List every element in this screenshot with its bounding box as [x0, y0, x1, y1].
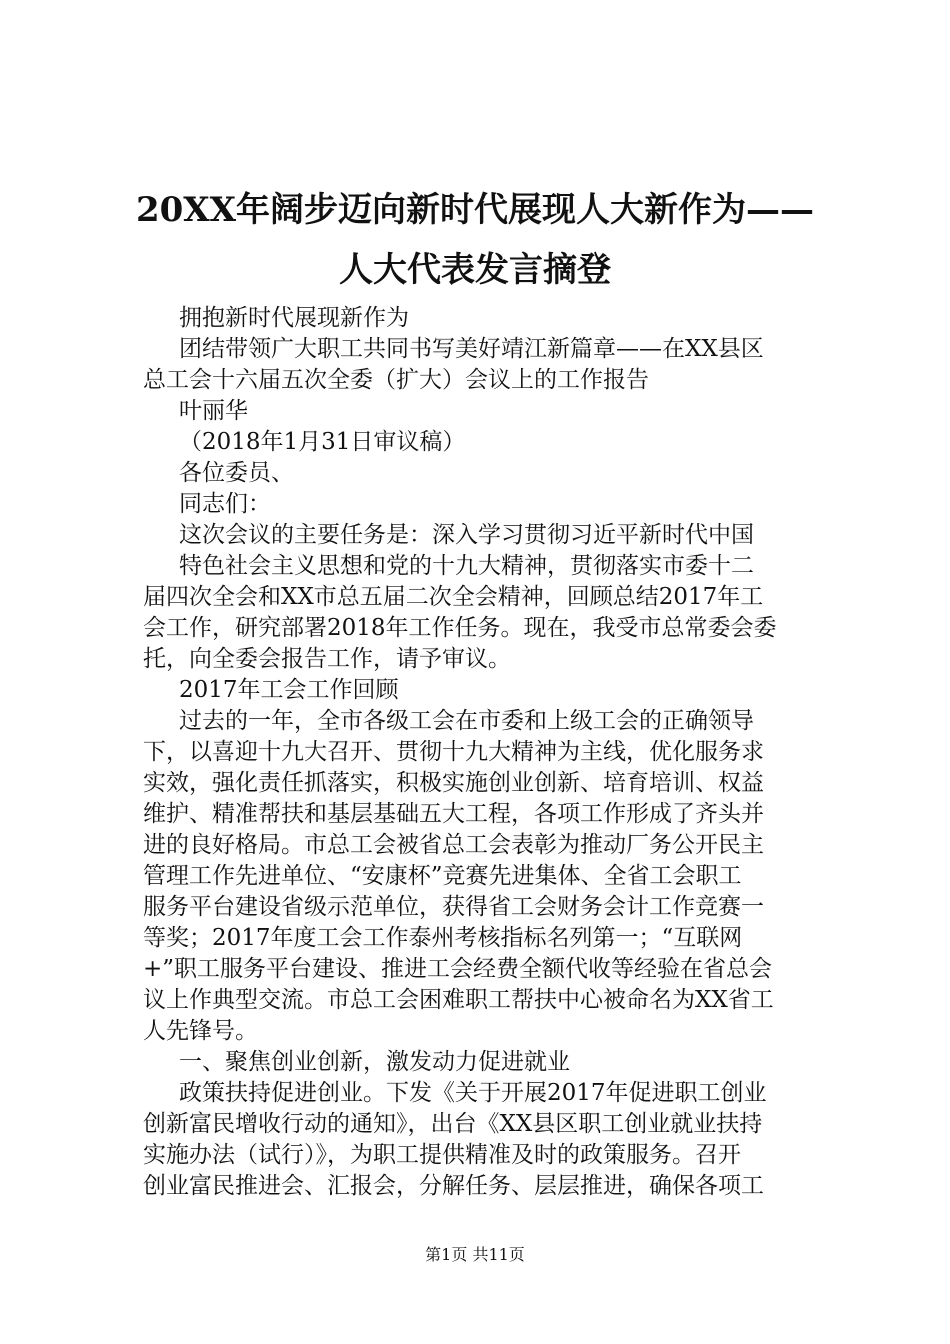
- text-line: 人先锋号。: [143, 1018, 258, 1044]
- document-body: [143, 303, 843, 1202]
- text-line: +”职工服务平台建设、推进工会经费全额代收等经验在省总会: [143, 956, 773, 982]
- text-line: 创业富民推进会、汇报会，分解任务、层层推进，确保各项工: [143, 1173, 764, 1199]
- text-line: 进的良好格局。市总工会被省总工会表彰为推动厂务公开民主: [143, 832, 764, 858]
- text-line: 实效，强化责任抓落实，积极实施创业创新、培育培训、权益: [143, 770, 764, 796]
- text-line: 2017年工会工作回顾: [179, 677, 399, 703]
- text-line: 同志们：: [179, 491, 271, 517]
- text-line: 这次会议的主要任务是：深入学习贯彻习近平新时代中国: [179, 522, 754, 548]
- text-line: 叶丽华: [179, 398, 248, 424]
- text-line: 过去的一年，全市各级工会在市委和上级工会的正确领导: [179, 708, 754, 734]
- text-line: 维护、精准帮扶和基层基础五大工程，各项工作形成了齐头并: [143, 801, 764, 827]
- text-line: 届四次全会和XX市总五届二次全会精神，回顾总结2017年工: [143, 584, 764, 610]
- text-line: 政策扶持促进创业。下发《关于开展2017年促进职工创业: [179, 1080, 767, 1106]
- text-line: 议上作典型交流。市总工会困难职工帮扶中心被命名为XX省工: [143, 987, 774, 1013]
- page-footer: 第1页 共11页: [425, 1245, 525, 1264]
- text-line: 下，以喜迎十九大召开、贯彻十九大精神为主线，优化服务求: [143, 739, 764, 765]
- text-line: 各位委员、: [179, 460, 294, 486]
- text-line: 等奖；2017年度工会工作泰州考核指标名列第一；“互联网: [143, 925, 743, 951]
- text-line: 创新富民增收行动的通知》，出台《XX县区职工创业就业扶持: [143, 1111, 763, 1137]
- document-title-line-1: 20XX年阔步迈向新时代展现人大新作为——: [135, 190, 815, 230]
- document-title-line-2: 人大代表发言摘登: [339, 250, 611, 290]
- text-line: 会工作，研究部署2018年工作任务。现在，我受市总常委会委: [143, 615, 777, 641]
- text-line: 托，向全委会报告工作，请予审议。: [143, 646, 511, 672]
- text-line: 总工会十六届五次全委（扩大）会议上的工作报告: [143, 367, 649, 393]
- text-line: 拥抱新时代展现新作为: [179, 305, 409, 331]
- text-line: 服务平台建设省级示范单位，获得省工会财务会计工作竞赛一: [143, 894, 764, 920]
- text-line: （2018年1月31日审议稿）: [179, 429, 466, 455]
- text-line: 管理工作先进单位、“安康杯”竞赛先进集体、全省工会职工: [143, 863, 742, 889]
- text-line: 一、聚焦创业创新，激发动力促进就业: [179, 1049, 570, 1075]
- text-line: 团结带领广大职工共同书写美好靖江新篇章——在XX县区: [179, 336, 764, 362]
- text-line: 实施办法（试行）》，为职工提供精准及时的政策服务。召开: [143, 1142, 741, 1168]
- text-line: 特色社会主义思想和党的十九大精神，贯彻落实市委十二: [179, 553, 754, 579]
